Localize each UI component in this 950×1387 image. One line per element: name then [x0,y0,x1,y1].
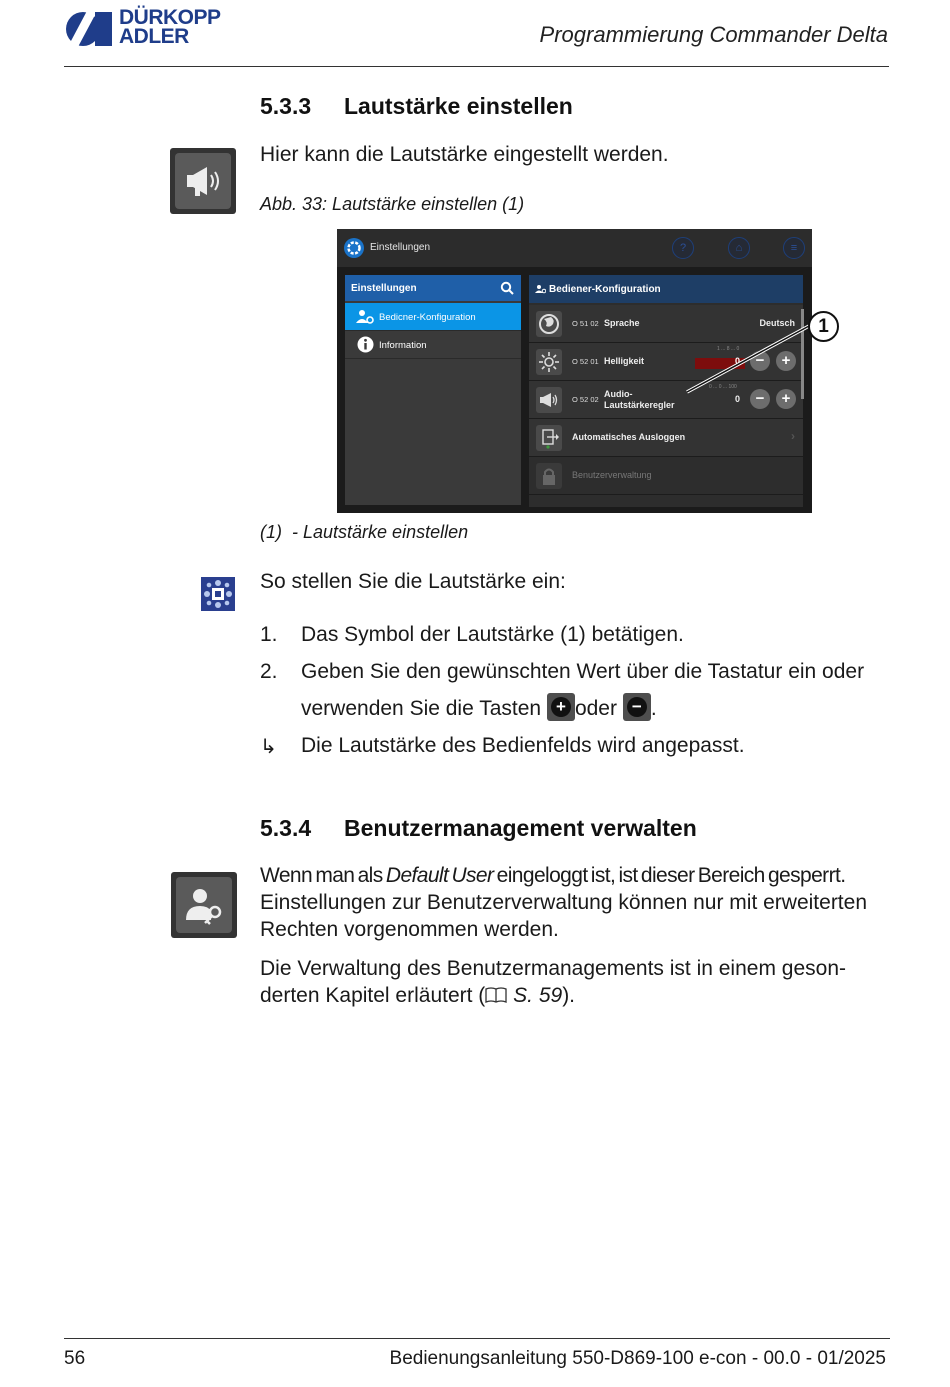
section-intro: Hier kann die Lautstärke eingestellt werden. [260,143,669,166]
user-management-paragraph-2: Die Verwaltung des Benutzermanagements ist in einem geson- derten Kapitel erläutert ( S. 59). [260,957,846,1007]
step-2-text: Geben Sie den gewünschten Wert über die Tastatur ein oder verwenden Sie die Tasten + oder − . [301,660,865,720]
settings-screenshot [337,229,812,513]
section-heading-volume: 5.3.3 Lautstärke einstellen [260,93,573,119]
brightness-plus-button[interactable]: + [776,351,796,371]
book-icon [485,986,507,1004]
step-1-number: 1. [260,623,278,646]
header-title: Programmierung Commander Delta [539,22,888,47]
page-reference-link[interactable]: S. 59 [513,984,563,1007]
callout-marker-1: 1 [808,311,839,342]
brand-logo [64,8,234,52]
operator-config-header: Bediener-Konfiguration [529,275,803,303]
step-2-number: 2. [260,660,278,683]
user-management-paragraph-1: Wenn man als Default User eingeloggt ist, ist dieser Bereich gesperrt. Einstellungen zur Benutzerverwaltung können nur mit erweiterten Rechten vorgenommen werden. [260,864,868,941]
brand-logo-icon [64,10,114,48]
setting-row-auto-logout[interactable]: Automatisches Ausloggen › [529,419,803,457]
setting-row-user-management: Benutzerverwaltung [529,457,803,495]
volume-side-icon [170,148,236,214]
volume-plus-button[interactable]: + [776,389,796,409]
setting-row-brightness[interactable]: O 52 01 Helligkeit 1 ... 8 ... 0 0 − + [529,343,803,381]
settings-nav-header: Einstellungen [345,275,521,301]
plus-key-icon: + [547,693,575,721]
user-key-icon [176,877,232,933]
instruction-intro: So stellen Sie die Lautstärke ein: [260,570,566,593]
step-1-text: Das Symbol der Lautstärke (1) betätigen. [301,623,684,646]
control-panel-icon [201,577,235,611]
header-divider [64,66,889,67]
nav-item-information[interactable]: Information [345,331,521,359]
brightness-value: 0 [735,356,741,366]
minus-key-icon: − [623,693,651,721]
setting-row-language[interactable]: O 51 02 Sprache Deutsch [529,305,803,343]
chevron-right-icon: › [791,429,795,443]
home-button[interactable]: ⌂ [728,237,750,259]
instruction-icon [201,577,235,611]
megaphone-icon [175,153,231,209]
footer-divider [64,1338,890,1339]
brightness-minus-button[interactable]: − [750,351,770,371]
audio-volume-value[interactable]: 0 [735,394,741,404]
nav-item-operator-config[interactable]: Bedicner-Konfiguration [345,303,521,331]
callout-leader-line [337,229,812,513]
screenshot-app-title: Einstellungen [370,242,431,253]
figure-legend: (1) - Lautstärke einstellen [260,522,469,542]
volume-minus-button[interactable]: − [750,389,770,409]
section-heading-user-management: 5.3.4 Benutzermanagement verwalten [260,815,697,841]
document-id: Bedienungsanleitung 550-D869-100 e-con - 00.0 - 01/2025 [389,1348,886,1369]
result-text: Die Lautstärke des Bedienfelds wird angepasst. [301,734,745,757]
result-arrow-icon: ↳ [260,736,277,758]
user-management-side-icon [171,872,237,938]
page-number: 56 [64,1348,86,1369]
setting-row-audio-volume[interactable]: O 52 02 Audio- Lautstärkeregler 0 ... 0 ... 100 0 − + [529,381,803,419]
brand-name: DÜRKOPP ADLER [119,6,221,48]
figure-caption: Abb. 33: Lautstärke einstellen (1) [260,194,525,214]
menu-button[interactable]: ≡ [783,237,805,259]
help-button[interactable]: ? [672,237,694,259]
